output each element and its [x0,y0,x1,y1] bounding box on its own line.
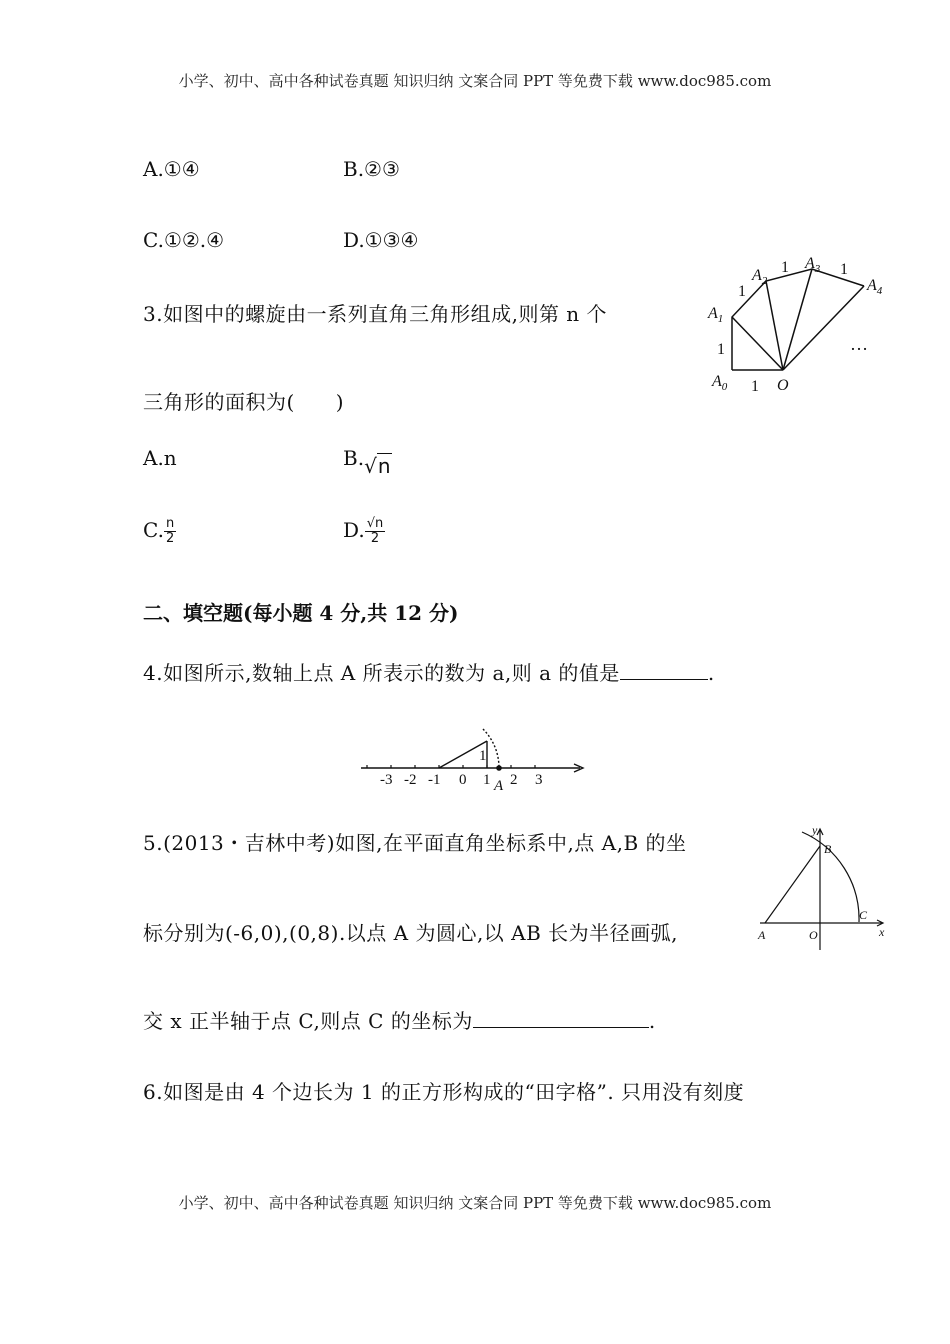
q2-option-c: C.①②.④ [143,228,225,252]
side-label-a3a4: 1 [840,261,848,278]
sqrt-symbol: √n [364,454,391,478]
tick-label-neg3: -3 [380,772,393,788]
tick-label-0: 0 [459,772,467,788]
q2-option-d: D.①③④ [343,228,419,252]
q3-option-d [343,517,385,546]
answer-blank [473,1007,649,1028]
side-label-base: 1 [751,378,759,395]
ellipsis: … [850,334,868,354]
q3-option-c-numerator: n [165,516,175,531]
hypotenuse-oa1 [732,317,783,370]
q3-option-b-radicand: n [377,454,391,478]
side-label-a2a3: 1 [781,259,789,276]
sqrt-symbol: √ [366,516,375,531]
q3-line2: 三角形的面积为( ) [143,390,345,414]
label-a2: $A_2$ [752,267,768,287]
tick-label-1: 1 [483,772,491,788]
q3-option-b-prefix: B. [343,446,365,470]
height-label: 1 [479,748,487,764]
page-footer: 小学、初中、高中各种试卷真题 知识归纳 文案合同 PPT 等免费下载 www.doc985.com [178,1194,772,1212]
y-axis-label: y [812,823,818,837]
section-title: 二、填空题(每小题 4 分,共 12 分) [143,601,459,625]
q3-option-c [143,517,176,546]
tick-label-neg2: -2 [404,772,417,788]
q5-line1: 5.(2013・吉林中考)如图,在平面直角坐标系中,点 A,B 的坐 [143,831,687,855]
number-line-figure [355,720,595,795]
label-a4: $A_4$ [867,277,883,297]
point-c-label: C [859,908,868,922]
q4-end: . [707,661,715,685]
side-label-a1a2: 1 [738,283,746,300]
fraction [164,517,176,546]
tick-label-neg1: -1 [428,772,441,788]
coordinate-figure [752,822,897,952]
label-a3: $A_3$ [805,255,821,275]
q5-line3 [143,1005,656,1034]
point-a-label: A [494,778,504,794]
tick-label-3: 3 [535,772,543,788]
x-axis-label: x [879,925,885,939]
point-a-label: A [758,928,766,942]
label-a1: $A_1$ [708,305,724,325]
fraction [365,517,386,546]
point-b-label: B [824,842,832,856]
side-label-a0a1: 1 [717,341,725,358]
q5-line2: 标分别为(-6,0),(0,8).以点 A 为圆心,以 AB 长为半径画弧, [143,921,679,945]
q3-option-b [343,446,392,478]
q2-option-b: B.②③ [343,157,400,181]
point-a [496,765,502,771]
q3-option-d-prefix: D. [343,518,365,542]
spiral-triangle-figure [700,250,900,400]
hypotenuse-oa2 [766,281,783,370]
q4-text [143,657,715,686]
q4-question: 4.如图所示,数轴上点 A 所表示的数为 a,则 a 的值是 [143,661,620,685]
answer-blank [620,659,708,680]
label-o: O [777,377,789,394]
origin-label: O [809,928,818,942]
page-header: 小学、初中、高中各种试卷真题 知识归纳 文案合同 PPT 等免费下载 www.doc985.com [178,72,772,90]
q2-option-a: A.①④ [143,157,200,181]
q3-option-d-radicand: n [374,516,384,531]
q6-line1: 6.如图是由 4 个边长为 1 的正方形构成的“田字格”. 只用没有刻度 [143,1080,745,1104]
q5-end: . [648,1009,656,1033]
q3-option-c-prefix: C. [143,518,164,542]
q3-option-a: A.n [143,446,177,470]
q3-line1: 3.如图中的螺旋由一系列直角三角形组成,则第 n 个 [143,302,608,326]
segment-ab [765,846,820,923]
tick-label-2: 2 [510,772,518,788]
q3-option-d-denominator: 2 [370,531,380,546]
q3-option-c-denominator: 2 [165,531,175,546]
q5-question: 交 x 正半轴于点 C,则点 C 的坐标为 [143,1009,473,1033]
label-a0: $A_0$ [712,373,728,393]
